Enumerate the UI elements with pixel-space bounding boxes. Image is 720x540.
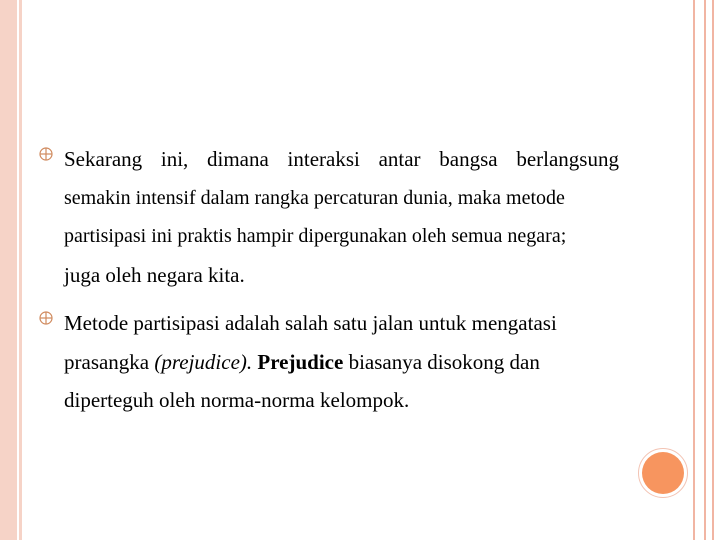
word: Sekarang xyxy=(64,147,143,171)
circle-cross-icon xyxy=(38,146,54,162)
bullet-text xyxy=(64,140,618,294)
right-border-line xyxy=(693,0,695,540)
bold-term: Prejudice xyxy=(257,349,344,374)
bullet-line xyxy=(64,343,618,382)
circle-cross-icon xyxy=(38,310,54,326)
italic-term: (prejudice). xyxy=(154,349,253,374)
word: bangsa xyxy=(439,147,498,171)
right-border-line xyxy=(704,0,706,540)
word: berlangsung xyxy=(516,147,619,171)
text-run: prasangka xyxy=(64,349,155,374)
text-run: biasanya disokong dan xyxy=(343,349,540,374)
bullet-item xyxy=(38,304,618,420)
bullet-line: semakin intensif dalam rangka percaturan dunia, maka metode xyxy=(64,186,565,209)
word: ini, xyxy=(160,147,189,171)
bullet-text xyxy=(64,304,618,420)
right-border-line xyxy=(712,0,714,540)
bullet-line xyxy=(64,140,619,179)
word: antar xyxy=(378,147,421,171)
bullet-line: juga oleh negara kita. xyxy=(64,262,245,287)
decorative-circle xyxy=(642,452,684,494)
bullet-line: partisipasi ini praktis hampir dipergunakan oleh semua negara; xyxy=(64,225,567,247)
word: interaksi xyxy=(287,147,360,171)
bullet-line: diperteguh oleh norma-norma kelompok. xyxy=(64,388,410,412)
word: dimana xyxy=(207,147,269,171)
bullet-line: Metode partisipasi adalah salah satu jalan untuk mengatasi xyxy=(64,311,557,335)
bullet-item xyxy=(38,140,618,294)
left-border-line xyxy=(19,0,22,540)
left-border-bar xyxy=(0,0,17,540)
